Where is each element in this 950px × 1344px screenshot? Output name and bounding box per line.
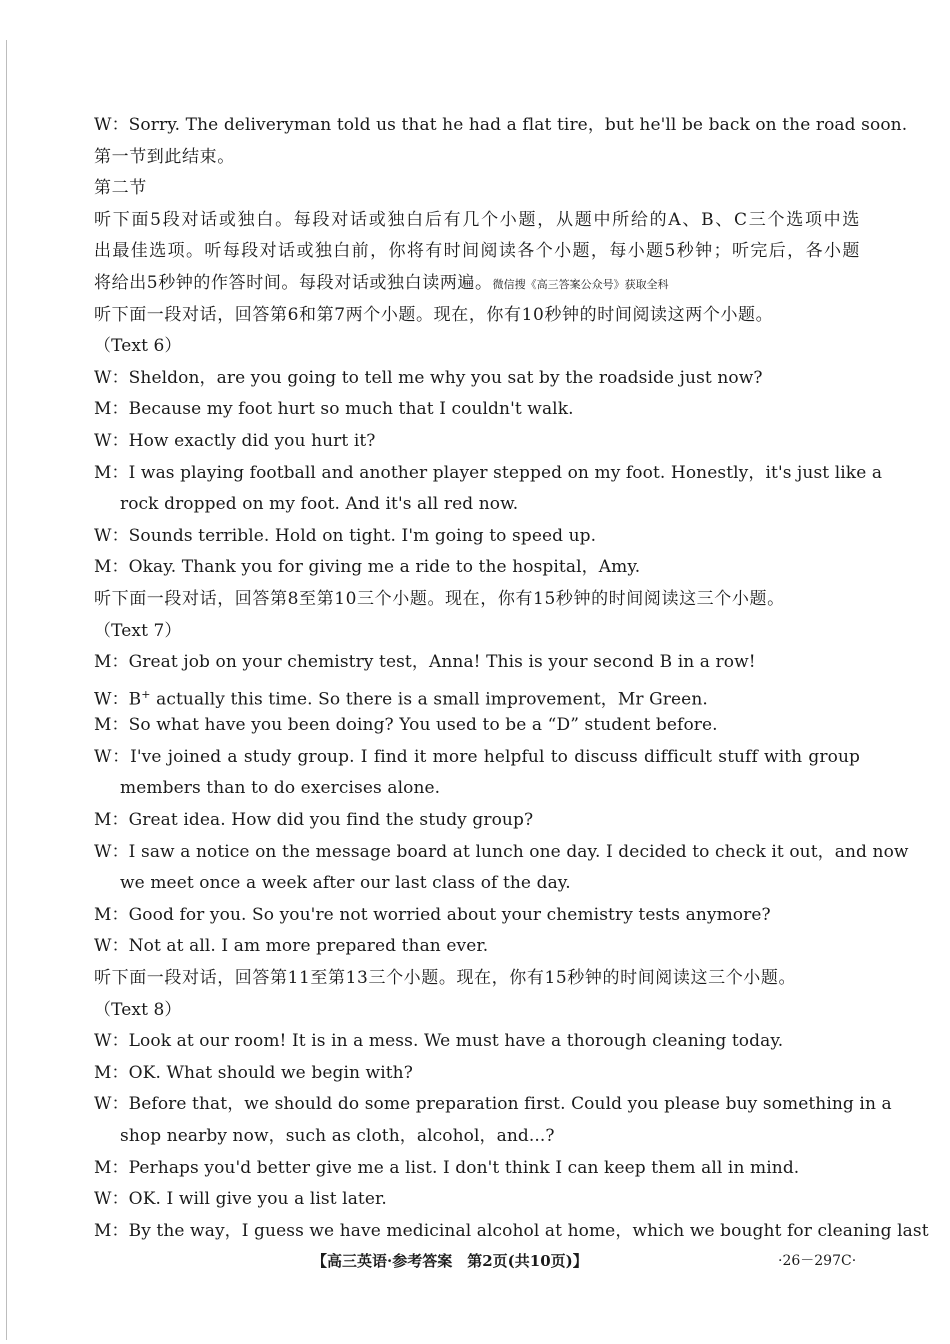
- line-text: 出最佳选项。听每段对话或独白前，你将有时间阅读各个小题，每小题5秒钟；听完后，各小题: [94, 241, 860, 262]
- inline-note: 微信搜《高三答案公众号》获取全科: [492, 277, 669, 291]
- line-text: M：Because my foot hurt so much that I couldn't walk.: [94, 399, 574, 420]
- text-line: [94, 268, 860, 300]
- footer-title: 【高三英语·参考答案 第2页(共10页)】: [312, 1252, 588, 1270]
- text-line: [94, 521, 860, 553]
- line-text: members than to do exercises alone.: [120, 778, 441, 799]
- line-text: W：Sorry. The deliveryman told us that he had a flat tire，but he'll be back on the road soon.: [94, 115, 908, 135]
- text-line: [94, 710, 860, 742]
- text-line: [94, 773, 860, 805]
- line-text: W：Look at our room! It is in a mess. We must have a thorough cleaning today.: [94, 1031, 784, 1051]
- text-line: [94, 394, 860, 426]
- line-text: 将给出5秒钟的作答时间。每段对话或独白读两遍。: [94, 272, 493, 293]
- text-line: [94, 552, 860, 584]
- line-text: M：OK. What should we begin with?: [94, 1062, 413, 1083]
- text-line: [94, 1121, 860, 1153]
- text-line: [94, 300, 860, 332]
- line-text: W：Not at all. I am more prepared than ever.: [94, 936, 489, 957]
- text-line: [94, 584, 860, 616]
- line-text: M：Good for you. So you're not worried about your chemistry tests anymore?: [94, 904, 771, 925]
- text-line: [94, 173, 860, 205]
- text-line: [94, 868, 860, 900]
- line-text: M：By the way，I guess we have medicinal alcohol at home，which we bought for cleaning last: [94, 1220, 929, 1241]
- line-text: 听下面一段对话，回答第11至第13三个小题。现在，你有15秒钟的时间阅读这三个小题。: [94, 968, 797, 989]
- text-line: [94, 1216, 929, 1248]
- footer-code: ·26－297C·: [778, 1253, 857, 1269]
- text-line: [94, 1058, 860, 1090]
- text-line: [94, 331, 860, 363]
- line-text: W：Before that，we should do some preparation first. Could you please buy something in a: [94, 1094, 892, 1115]
- line-text: M：Okay. Thank you for giving me a ride to the hospital，Amy.: [94, 557, 641, 578]
- text-line: [94, 900, 860, 932]
- line-text: （Text 6）: [94, 336, 182, 357]
- text-line: [94, 205, 860, 237]
- line-text: 第一节到此结束。: [94, 146, 235, 167]
- text-line: [94, 458, 883, 490]
- line-text: W：How exactly did you hurt it?: [94, 430, 376, 451]
- line-text: （Text 8）: [94, 999, 182, 1020]
- line-text: W：I saw a notice on the message board at lunch one day. I decided to check it out，and now: [94, 841, 909, 862]
- text-line: [94, 1153, 860, 1185]
- text-line: [94, 837, 909, 869]
- line-text: W：I've joined a study group. I find it more helpful to discuss difficult stuff with group: [94, 746, 860, 767]
- text-line: [94, 363, 860, 395]
- line-text: we meet once a week after our last class of the day.: [120, 873, 571, 894]
- text-line: [94, 1184, 860, 1216]
- line-text-rest: actually this time. So there is a small improvement，Mr Green.: [150, 689, 708, 710]
- text-line: [94, 110, 908, 142]
- line-text: M：Great idea. How did you find the study group?: [94, 810, 534, 831]
- text-line: [94, 1089, 892, 1121]
- line-text: W：Sounds terrible. Hold on tight. I'm going to speed up.: [94, 525, 597, 546]
- page-footer: [0, 1250, 950, 1272]
- text-line: [94, 1026, 860, 1050]
- line-text: 听下面一段对话，回答第8至第10三个小题。现在，你有15秒钟的时间阅读这三个小题。: [94, 588, 785, 609]
- text-line: [94, 742, 860, 774]
- line-text: M：I was playing football and another player stepped on my foot. Honestly，it's just like a: [94, 462, 883, 483]
- text-line: [94, 142, 860, 174]
- line-text: （Text 7）: [94, 620, 182, 641]
- text-line: [94, 963, 860, 995]
- text-line: [94, 995, 860, 1027]
- line-text: W：B: [94, 689, 142, 710]
- text-line: [94, 426, 860, 458]
- text-line: [94, 236, 860, 268]
- line-text: 听下面一段对话，回答第6和第7两个小题。现在，你有10秒钟的时间阅读这两个小题。: [94, 304, 774, 325]
- page-edge-line: [6, 40, 7, 1340]
- text-line: [94, 805, 860, 837]
- text-line: [94, 679, 860, 711]
- line-text: W：Sheldon，are you going to tell me why you sat by the roadside just now?: [94, 367, 763, 388]
- superscript: +: [141, 687, 151, 701]
- line-text: W：OK. I will give you a list later.: [94, 1189, 387, 1210]
- line-text: M：Great job on your chemistry test，Anna! This is your second B in a row!: [94, 652, 756, 673]
- line-text: M：Perhaps you'd better give me a list. I don't think I can keep them all in mind.: [94, 1157, 800, 1178]
- text-line: [94, 931, 860, 963]
- line-text: 第二节: [94, 178, 147, 199]
- text-line: [94, 647, 860, 679]
- document-body: [94, 110, 929, 1247]
- text-line: [94, 616, 860, 648]
- line-text: shop nearby now，such as cloth，alcohol，and...?: [120, 1126, 555, 1146]
- line-text: M：So what have you been doing? You used to be a “D” student before.: [94, 715, 718, 736]
- line-text: rock dropped on my foot. And it's all red now.: [120, 494, 519, 515]
- text-line: [94, 489, 860, 521]
- line-text: 听下面5段对话或独白。每段对话或独白后有几个小题，从题中所给的A、B、C三个选项中选: [94, 209, 860, 230]
